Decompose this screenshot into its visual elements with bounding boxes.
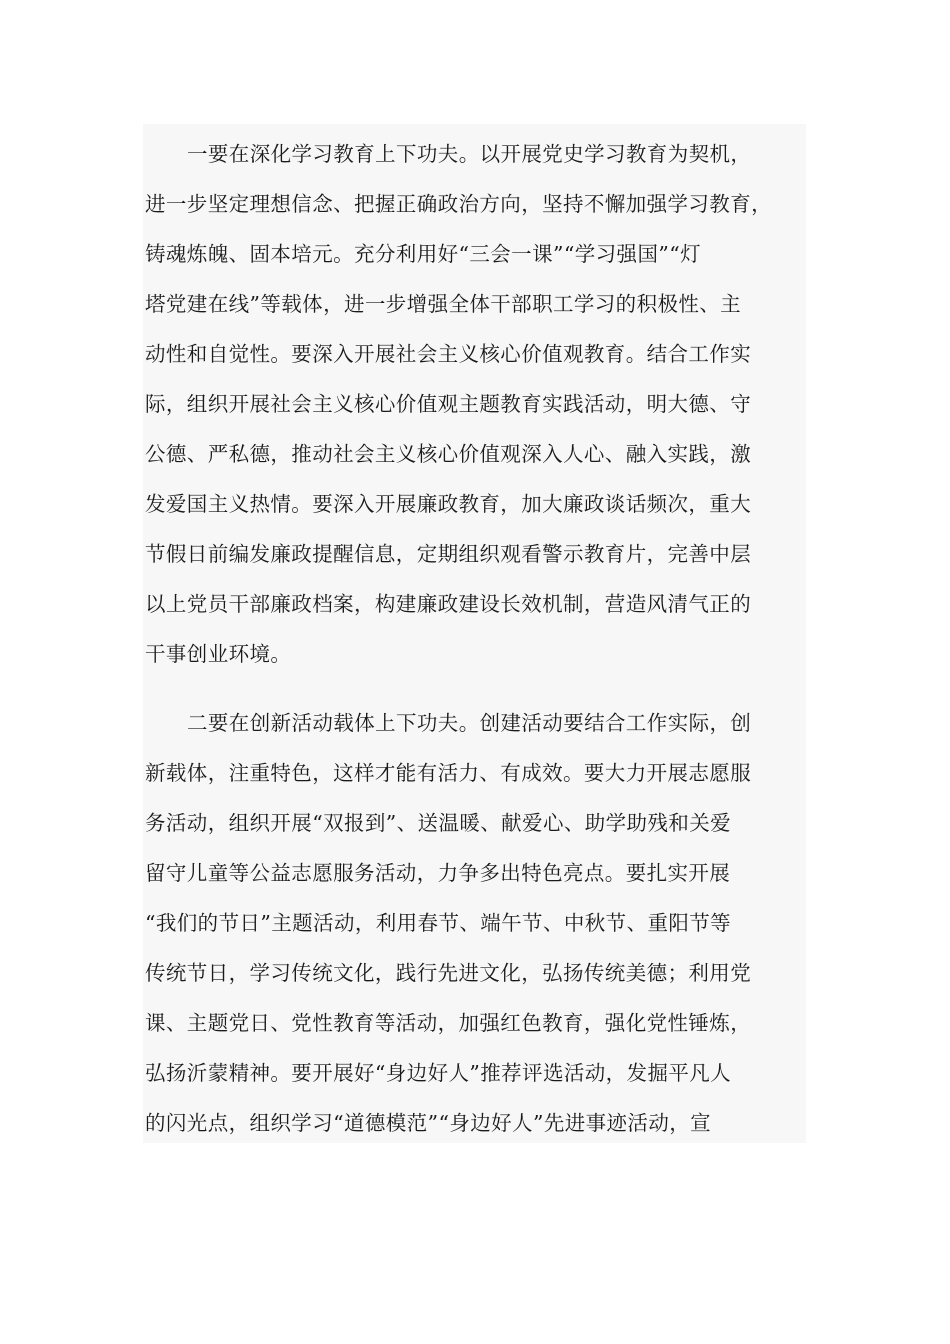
- paragraph-1-line-10: 以上党员干部廉政档案，构建廉政建设长效机制，营造风清气正的: [145, 592, 752, 616]
- paragraph-2-line-4: 留守儿童等公益志愿服务活动，力争多出特色亮点。要扎实开展: [145, 861, 731, 885]
- text-block: [143, 124, 806, 1143]
- paragraph-2-line-7: 课、主题党日、党性教育等活动，加强红色教育，强化党性锤炼，: [145, 1011, 752, 1035]
- paragraph-1-line-7: 公德、严私德，推动社会主义核心价值观深入人心、融入实践，激: [145, 442, 752, 466]
- paragraph-2-line-2: 新载体，注重特色，这样才能有活力、有成效。要大力开展志愿服: [145, 761, 752, 785]
- paragraph-2-line-1: 二要在创新活动载体上下功夫。创建活动要结合工作实际，创: [187, 711, 752, 735]
- paragraph-1-line-11: 干事创业环境。: [145, 642, 292, 666]
- paragraph-2-line-9: 的闪光点，组织学习“道德模范”“身边好人”先进事迹活动，宣: [145, 1111, 712, 1135]
- paragraph-2-line-8: 弘扬沂蒙精神。要开展好“身边好人”推荐评选活动，发掘平凡人: [145, 1061, 732, 1085]
- paragraph-2-line-6: 传统节日，学习传统文化，践行先进文化，弘扬传统美德；利用党: [145, 961, 752, 985]
- paragraph-1-line-2: 进一步坚定理想信念、把握正确政治方向，坚持不懈加强学习教育，: [145, 192, 772, 216]
- paragraph-1-line-6: 际，组织开展社会主义核心价值观主题教育实践活动，明大德、守: [145, 392, 752, 416]
- paragraph-1-line-1: 一要在深化学习教育上下功夫。以开展党史学习教育为契机，: [187, 142, 752, 166]
- paragraph-2-line-5: “我们的节日”主题活动，利用春节、端午节、中秋节、重阳节等: [145, 911, 732, 935]
- paragraph-1-line-3: 铸魂炼魄、固本培元。充分利用好“三会一课”“学习强国”“灯: [145, 242, 701, 266]
- paragraph-2-line-3: 务活动，组织开展“双报到”、送温暖、献爱心、助学助残和关爱: [145, 811, 732, 835]
- paragraph-1-line-5: 动性和自觉性。要深入开展社会主义核心价值观教育。结合工作实: [145, 342, 752, 366]
- paragraph-1-line-4: 塔党建在线”等载体，进一步增强全体干部职工学习的积极性、主: [145, 292, 742, 316]
- paragraph-1-line-8: 发爱国主义热情。要深入开展廉政教育，加大廉政谈话频次，重大: [145, 492, 752, 516]
- paragraph-1-line-9: 节假日前编发廉政提醒信息，定期组织观看警示教育片，完善中层: [145, 542, 752, 566]
